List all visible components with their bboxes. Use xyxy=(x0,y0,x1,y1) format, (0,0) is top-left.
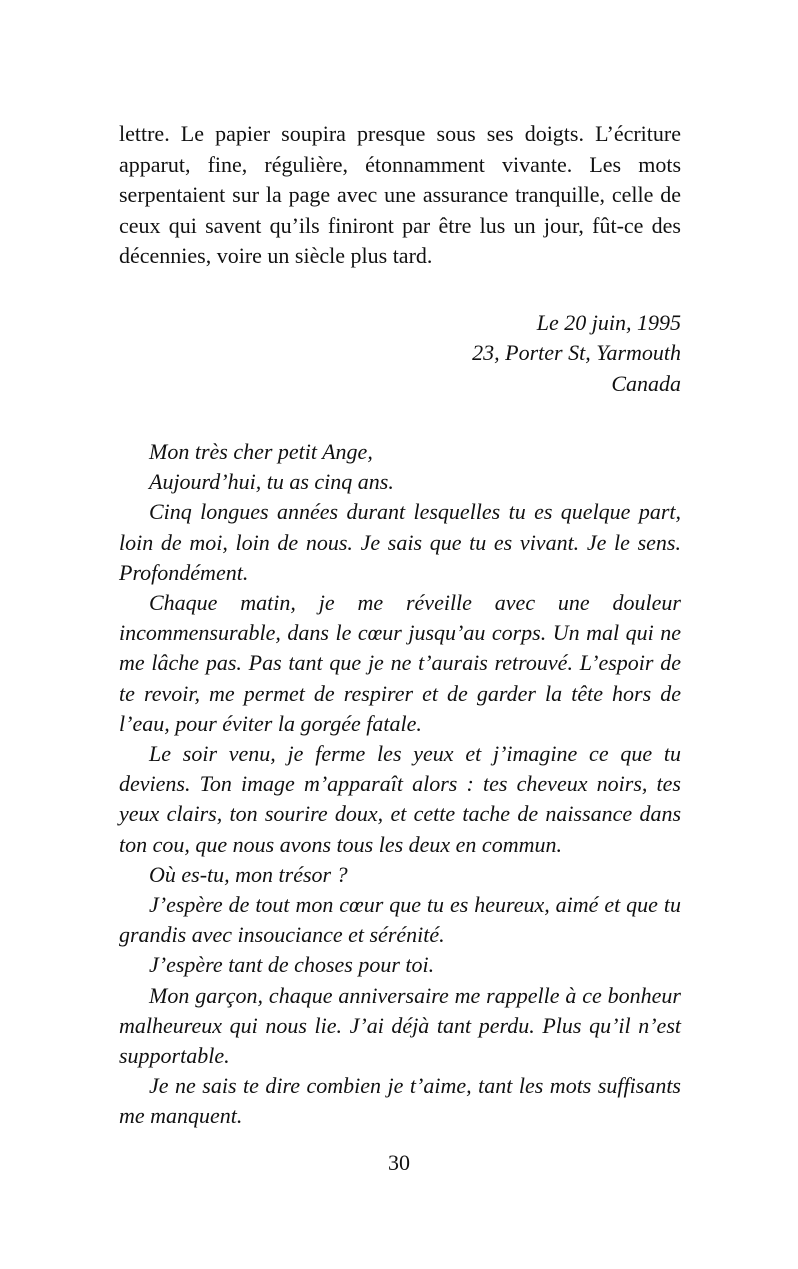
letter-country: Canada xyxy=(611,370,681,396)
letter-paragraph: Cinq longues années durant lesquelles tu es quelque part, loin de moi, loin de nous. Je sais que tu es vivant. Je le sens. Profondément. xyxy=(119,499,681,585)
letter-address: 23, Porter St, Yarmouth xyxy=(472,340,681,365)
letter-paragraph: J’espère tant de choses pour toi. xyxy=(149,952,435,978)
book-page xyxy=(119,119,681,1132)
letter-salutation: Mon très cher petit Ange, xyxy=(149,439,373,464)
letter-paragraph: Le soir venu, je ferme les yeux et j’imagine ce que tu deviens. Ton image m’apparaît alors : tes cheveux noirs, tes yeux clairs, ton sourire doux, et cette tache de naissance dans ton cou, que nous avons tous les deux en commun. xyxy=(119,741,681,857)
letter-paragraph: Où es-tu, mon trésor ? xyxy=(149,861,348,887)
letter-date: Le 20 juin, 1995 xyxy=(536,309,681,335)
letter-paragraph: J’espère de tout mon cœur que tu es heureux, aimé et que tu grandis avec insouciance et sérénité. xyxy=(119,892,681,948)
page-number: 30 xyxy=(388,1150,410,1175)
narrative-paragraph: lettre. Le papier soupira presque sous ses doigts. L’écriture apparut, fine, régulière, étonnamment vivante. Les mots serpentaient sur la page avec une assurance tranquille, celle de ceux qui savent qu’ils finiront par être lus un jour, fût-ce des décennies, voire un siècle plus tard. xyxy=(119,121,681,268)
letter-header xyxy=(119,308,681,400)
letter-paragraph: Mon garçon, chaque anniversaire me rappelle à ce bonheur malheureux qui nous lie. J’ai déjà tant perdu. Plus qu’il n’est supportable. xyxy=(119,982,681,1069)
letter-paragraph: Aujourd’hui, tu as cinq ans. xyxy=(149,469,394,495)
letter-body xyxy=(119,437,681,1132)
letter-paragraph: Je ne sais te dire combien je t’aime, tant les mots suffisants me manquent. xyxy=(119,1073,681,1129)
letter-paragraph: Chaque matin, je me réveille avec une douleur incommensurable, dans le cœur jusqu’au corps. Un mal qui ne me lâche pas. Pas tant que je ne t’aurais retrouvé. L’espoir de te revoir, me permet de respirer et de garder la tête hors de l’eau, pour éviter la gorgée fatale. xyxy=(119,590,681,736)
